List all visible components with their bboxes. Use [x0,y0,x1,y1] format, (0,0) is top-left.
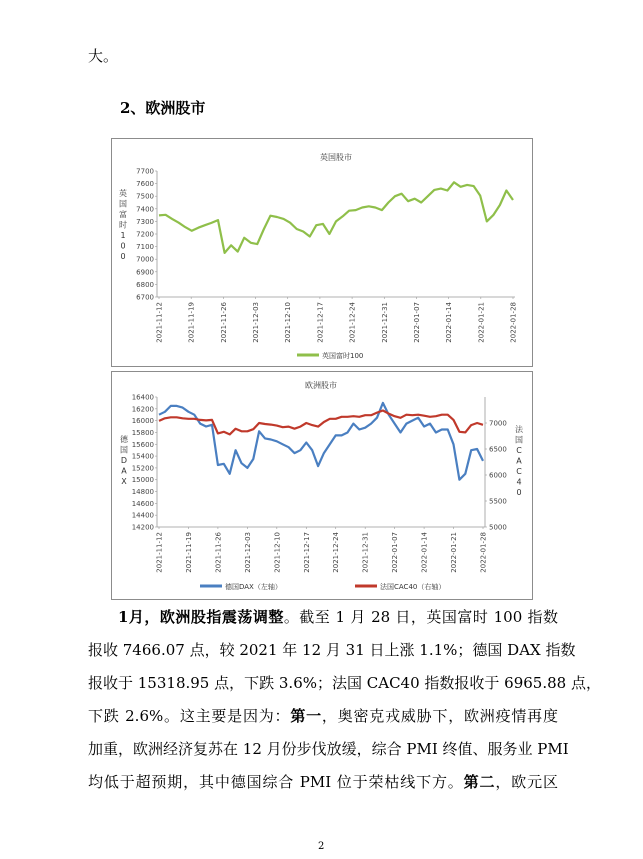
legend-label-1: 英国富时100 [322,352,364,360]
y-axis-label-char: 0 [120,241,126,251]
y-tick-label: 7200 [136,230,154,239]
analysis-paragraph [88,601,601,799]
y-axis-label-char: 德 [120,435,128,444]
y2-axis-label-char: 0 [516,488,522,497]
y-tick-label: 14800 [131,488,154,497]
x-tick-label: 2021-12-10 [284,302,293,343]
bold-text-segment: 第一 [290,707,322,725]
x-tick-label: 2022-01-21 [477,302,486,343]
y-tick-label: 14600 [131,499,154,508]
uk-stock-chart-svg [112,139,532,366]
y-tick-label: 7700 [136,167,154,176]
text-segment: 加重，欧洲经济复苏在 12 月份步伐放缓，综合 PMI 终值、服务业 PMI [88,740,569,758]
x-tick-label: 2021-12-03 [243,532,252,573]
y-axis-label-char: A [121,466,127,476]
x-tick-label: 2022-01-28 [509,302,518,343]
series-line-1 [159,403,483,480]
x-tick-label: 2021-11-26 [219,302,228,343]
section-heading: 2、欧洲股市 [120,99,206,117]
y-tick-label: 15000 [131,476,154,485]
y2-tick-label: 5500 [489,497,507,506]
chart-title: 欧洲股市 [305,381,337,390]
x-tick-label: 2021-11-12 [155,532,164,573]
y2-axis-label-char: C [516,446,522,455]
text-segment: 报收 7466.07 点，较 2021 年 12 月 31 日上涨 1.1%；德国 DAX 指数 [88,641,576,659]
text-segment: ，欧元区 [495,773,558,791]
y-axis-label-char: 国 [119,199,127,209]
y2-tick-label: 7000 [489,419,507,428]
x-tick-label: 2021-12-31 [361,532,370,573]
x-tick-label: 2022-01-14 [445,302,454,343]
x-tick-label: 2022-01-14 [420,532,429,573]
y2-tick-label: 5000 [489,523,507,532]
y2-axis-label-char: A [516,456,522,466]
text-segment: 均低于超预期，其中德国综合 PMI 位于荣枯线下方。 [88,773,464,791]
y-axis-label-char: 1 [120,231,126,240]
paragraph-line [88,601,558,634]
x-tick-label: 2021-11-26 [214,532,223,573]
y-tick-label: 7100 [136,243,154,252]
page-number: 2 [318,841,325,852]
text-segment: ，奥密克戎威胁下，欧洲疫情再度 [321,707,558,725]
y2-axis-label-char: 国 [515,435,523,445]
y-axis-label-char: 富 [119,210,127,219]
x-tick-label: 2021-12-03 [252,302,261,343]
y2-tick-label: 6500 [489,445,507,454]
y-tick-label: 16200 [131,405,154,414]
paragraph-line [88,766,558,799]
chart-title: 英国股市 [320,153,352,162]
bold-text-segment: 第二 [463,773,496,791]
y-axis-label-char: 英 [119,189,127,198]
x-tick-label: 2021-12-17 [316,302,325,343]
y-tick-label: 15600 [131,440,154,449]
y-tick-label: 6700 [136,293,154,302]
europe-stock-chart-svg [112,372,532,599]
y-axis-label-char: X [121,477,127,486]
y-axis-label-char: 国 [120,445,128,455]
y-axis-label-char: 0 [120,252,126,261]
x-tick-label: 2021-12-31 [380,302,389,343]
x-tick-label: 2021-12-24 [332,532,341,573]
legend-label-2: 法国CAC40（右轴） [380,583,446,591]
y-tick-label: 15800 [131,428,154,437]
series-line-1 [159,182,513,253]
uk-stock-chart [111,138,533,367]
x-tick-label: 2021-12-17 [302,532,311,573]
text-segment: 下跌 2.6%。这主要是因为： [88,707,291,725]
y2-axis-label-char: 法 [515,425,523,434]
top-fragment: 大。 [88,47,119,65]
x-tick-label: 2022-01-21 [450,532,459,573]
x-tick-label: 2021-12-10 [273,532,282,573]
y-tick-label: 14400 [131,511,154,520]
y-tick-label: 14200 [131,523,154,532]
y2-axis-label-char: 4 [516,477,522,487]
europe-stock-chart [111,371,533,600]
paragraph-line [88,733,569,766]
x-tick-label: 2022-01-28 [479,532,488,573]
paragraph-line [88,700,558,733]
y-tick-label: 7000 [136,255,154,264]
y-tick-label: 7400 [136,205,154,214]
y2-tick-label: 6000 [489,471,507,480]
x-tick-label: 2021-12-24 [348,302,357,343]
paragraph-line [88,667,601,700]
y-axis-label-char: 时 [119,220,127,230]
y-tick-label: 15400 [131,452,154,461]
y-tick-label: 7300 [136,217,154,226]
x-tick-label: 2021-11-12 [155,302,164,343]
x-tick-label: 2021-11-19 [187,302,196,343]
x-tick-label: 2021-11-19 [184,532,193,573]
bold-text-segment: 1月，欧洲股指震荡调整 [118,608,284,626]
y-tick-label: 7600 [136,180,154,189]
text-segment: 。截至 1 月 28 日，英国富时 100 指数 [283,608,558,626]
y-tick-label: 7500 [136,192,154,201]
y2-axis-label-char: C [516,467,522,476]
x-tick-label: 2022-01-07 [412,302,421,343]
y-tick-label: 6900 [136,268,154,277]
legend-label-1: 德国DAX（左轴） [225,583,282,591]
y-tick-label: 16000 [131,417,154,426]
y-tick-label: 15200 [131,464,154,473]
y-axis-label-char: D [120,456,128,465]
paragraph-line [88,634,576,667]
y-tick-label: 16400 [131,393,154,402]
x-tick-label: 2022-01-07 [391,532,400,573]
text-segment: 报收于 15318.95 点，下跌 3.6%；法国 CAC40 指数报收于 6965.88 点， [88,674,601,692]
y-tick-label: 6800 [136,280,154,289]
